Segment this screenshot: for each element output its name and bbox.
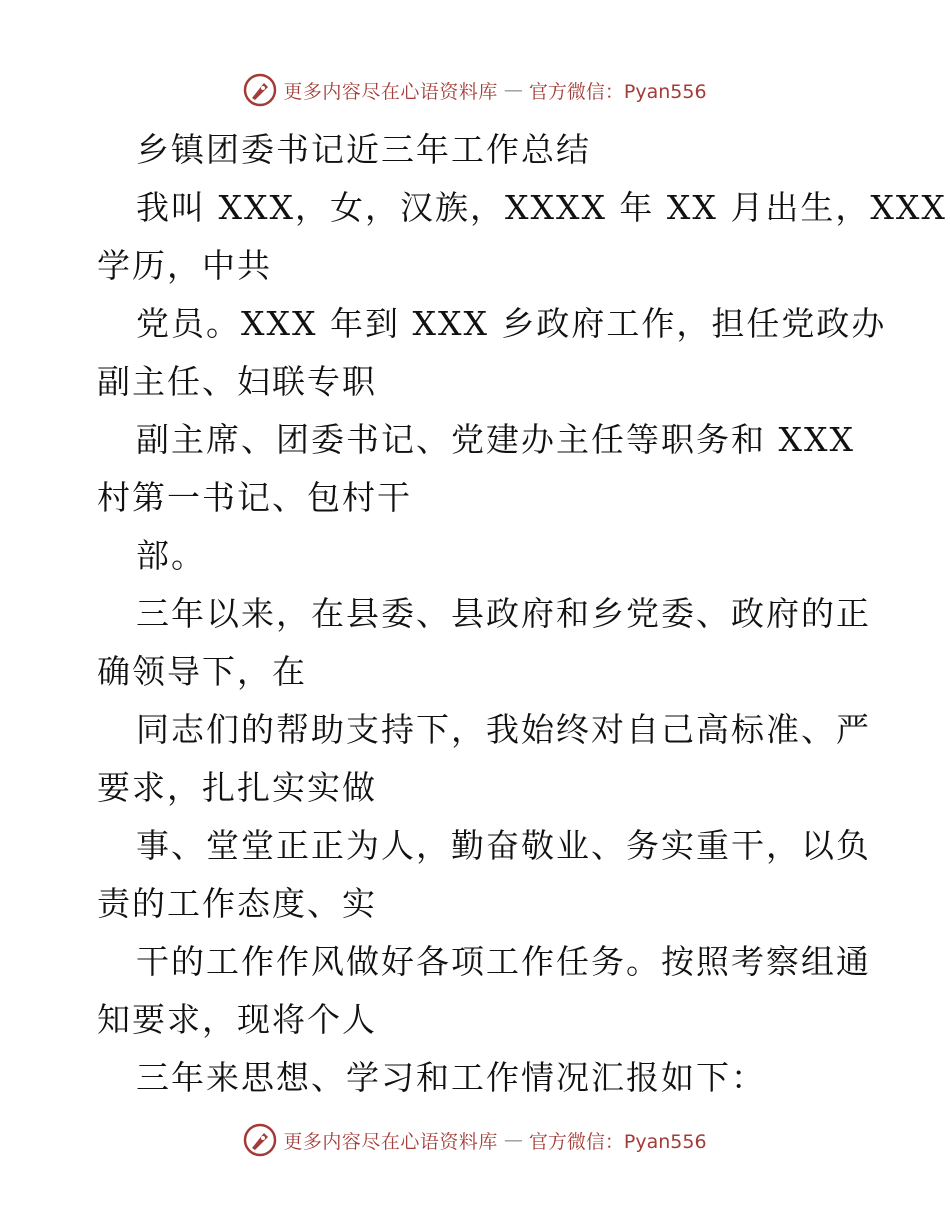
- watermark-contact-text: 官方微信：Pyan556: [528, 80, 707, 103]
- paragraph-line: 事、堂堂正正为人，勤奋敬业、务实重干，以负: [136, 826, 871, 865]
- paragraph-line: 责的工作态度、实: [97, 884, 377, 923]
- watermark-contact-text: 官方微信：Pyan556: [528, 1130, 707, 1153]
- watermark-separator: —: [503, 79, 523, 101]
- pen-nib-logo-icon: [243, 73, 277, 107]
- paragraph-line: 村第一书记、包村干: [97, 478, 412, 517]
- paragraph-line: 同志们的帮助支持下，我始终对自己高标准、严: [136, 710, 871, 749]
- watermark-brand-text: 更多内容尽在心语资料库: [283, 80, 498, 103]
- footer-watermark: [0, 1120, 950, 1160]
- paragraph-line: 副主任、妇联专职: [97, 362, 377, 401]
- paragraph-line: 三年来思想、学习和工作情况汇报如下：: [136, 1058, 766, 1097]
- paragraph-line: 确领导下，在: [97, 652, 307, 691]
- paragraph-line: 学历，中共: [97, 246, 272, 285]
- watermark-brand-text: 更多内容尽在心语资料库: [283, 1130, 498, 1153]
- watermark-separator: —: [503, 1129, 523, 1151]
- paragraph-line: 部。: [136, 536, 206, 575]
- document-title: 乡镇团委书记近三年工作总结: [136, 130, 591, 169]
- paragraph-line: 三年以来，在县委、县政府和乡党委、政府的正: [136, 594, 871, 633]
- paragraph-line: 党员。XXX 年到 XXX 乡政府工作，担任党政办: [136, 304, 887, 343]
- paragraph-line: 要求，扎扎实实做: [97, 768, 377, 807]
- paragraph-line: 知要求，现将个人: [97, 1000, 377, 1039]
- pen-nib-logo-icon: [243, 1123, 277, 1157]
- paragraph-line: 我叫 XXX，女，汉族，XXXX 年 XX 月出生，XXX: [136, 188, 947, 227]
- paragraph-line: 副主席、团委书记、党建办主任等职务和 XXX: [136, 420, 855, 459]
- header-watermark: [0, 70, 950, 110]
- paragraph-line: 干的工作作风做好各项工作任务。按照考察组通: [136, 942, 871, 981]
